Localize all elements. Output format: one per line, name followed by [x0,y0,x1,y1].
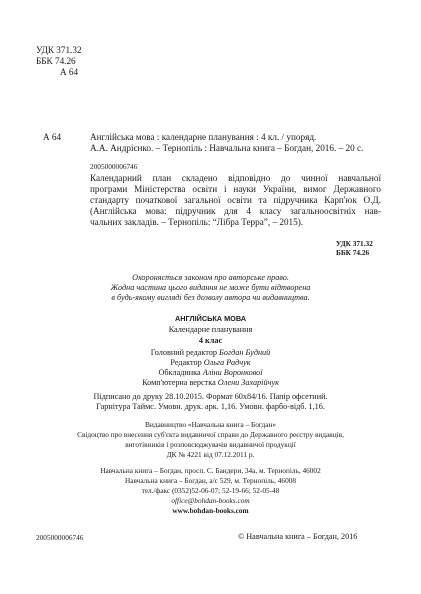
footer-copyright: © Навчальна книга – Богдан, 2016 [238,532,358,541]
publisher-website[interactable]: www.bohdan-books.com [172,506,249,515]
bibliographic-line-2: А.А. Андрієнко. – Тернопіль : Навчальна книга – Богдан, 2016. – 20 с. [90,143,364,153]
copyright-notice-line-2: Жодна частина цього видання не може бути відтворена [110,283,311,292]
imprint-grade: 4 клас [198,336,223,345]
credit-name: Олени Захарійчук [217,378,279,387]
annotation-line-4: (Англійська мова: підручник для 4 класу загальноосвітніх нав- [90,206,381,216]
annotation-udk: УДК 371.32 [336,239,373,248]
annotation-line-5: чальних закладів. – Тернопіль: “Лібра Терра”, – 2015). [90,217,304,227]
publisher-cert-line-2: виготівників і розповсюджувачів видавничої продукції [125,440,296,449]
credit-chief-editor [0,348,421,358]
imprint-subtitle: Календарне планування [168,325,253,334]
credit-layout [0,378,421,388]
publisher-name: Видавництво «Навчальна книга – Богдан» [144,420,277,429]
copyright-notice-line-3: в будь-якому вигляді без дозволу автора чи видавництва. [111,293,310,302]
imprint-title: АНГЛІЙСЬКА МОВА [174,314,247,323]
print-specs-line-2: Гарнітура Таймс. Умовн. друк. арк. 1,16. Умовн. фарбо-відб. 1,16. [96,402,325,411]
annotation-line-1: Календарний план складено відповідно до чинної навчальної [90,173,381,183]
credit-name: Богдан Будний [219,348,271,357]
udk-code: УДК 371.32 [36,45,82,55]
bbk-code: ББК 74.26 [36,56,76,66]
annotation-line-2: програми Міністерства освіти і науки України, вимог Державного [90,184,381,194]
credit-role: Комп'ютерна верстка [142,378,216,387]
publisher-cert-line-3: ДК № 4221 від 07.12.2011 р. [166,450,255,459]
publisher-address-line-1: Навчальна книга – Богдан, просп. С. Бандери, 34а, м. Тернопіль, 46002 [100,466,321,475]
bibliographic-isbn: 2005000006746 [90,162,138,171]
author-mark: А 64 [60,67,79,77]
annotation-bbk: ББК 74.26 [336,248,370,257]
credit-name: Ольга Радчук [203,358,251,367]
footer-isbn: 2005000006746 [36,533,84,542]
credit-role: Головний редактор [150,348,217,357]
credit-editor [0,358,421,368]
credit-role: Обкладинка [158,368,201,377]
credit-role: Редактор [170,358,202,367]
bibliographic-line-1: Англійська мова : календарне планування : 4 кл. / упоряд. [90,132,317,142]
credit-cover [0,368,421,378]
copyright-notice-line-1: Охороняється законом про авторське право. [132,273,289,282]
publisher-cert-line-1: Свідоцтво про внесення суб'єкта видавничої справи до Державного реєстру видавців, [77,430,344,439]
credit-name: Аліни Воронкової [202,368,263,377]
print-specs-line-1: Підписано до друку 28.10.2015. Формат 60х84/16. Папір офсетний. [93,392,328,401]
publisher-email[interactable]: office@bohdan-books.com [171,496,250,505]
annotation-line-3: стандарту початкової загальної освіти та підручника Карп'юк О.Д. [90,195,381,205]
publisher-address-line-2: Навчальна книга – Богдан, а/с 529, м. Тернопіль, 46008 [124,476,297,485]
bibliographic-mark: А 64 [43,132,62,142]
publisher-phone: тел./факс (0352)52-06-07; 52-19-66; 52-05-48 [141,486,280,495]
